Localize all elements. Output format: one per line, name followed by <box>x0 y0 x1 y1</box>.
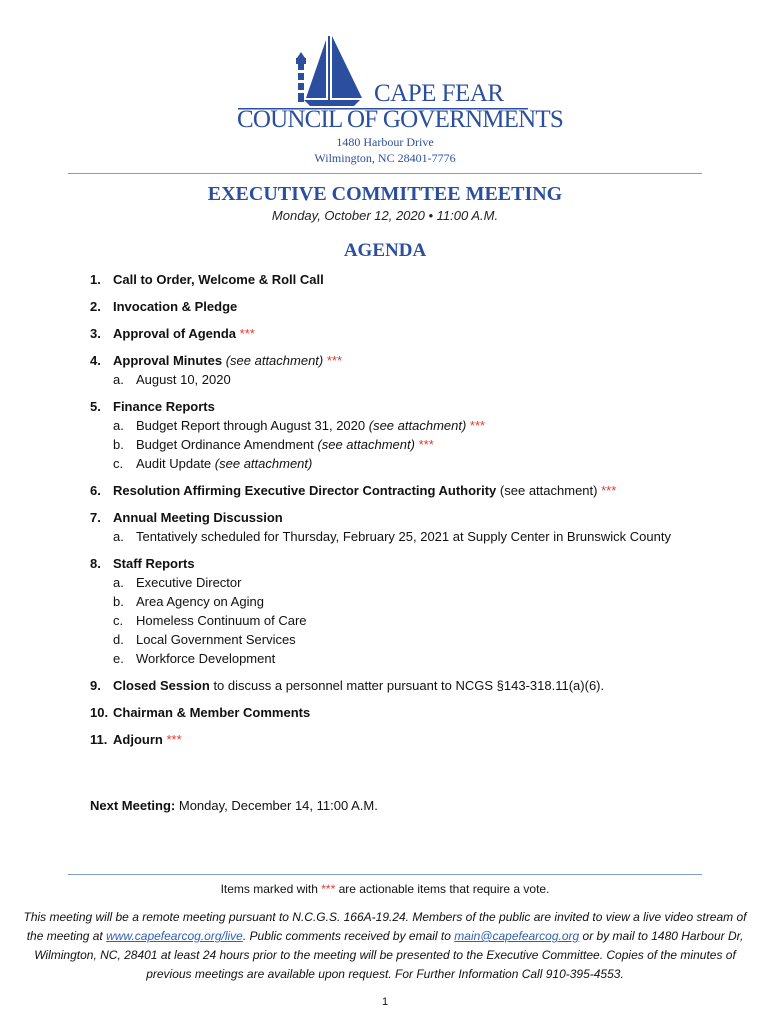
next-meeting <box>90 798 378 813</box>
item-number: 7. <box>90 510 101 525</box>
page-number: 1 <box>381 996 389 1008</box>
sub-letter: a. <box>113 529 124 544</box>
item-number: 9. <box>90 678 101 693</box>
agenda-item <box>90 481 690 500</box>
email-link[interactable]: main@capefearcog.org <box>454 929 580 943</box>
agenda-item <box>90 324 690 343</box>
sub-text: Audit Update <box>136 456 212 471</box>
sub-letter: a. <box>113 372 124 387</box>
item-number: 1. <box>90 272 101 287</box>
item-title: Staff Reports <box>113 556 195 571</box>
sub-item <box>113 630 690 649</box>
sub-letter: b. <box>113 437 124 452</box>
sub-text: Tentatively scheduled for Thursday, February 25, 2021 at Supply Center in Brunswick County <box>136 529 671 544</box>
item-title: Invocation & Pledge <box>113 299 238 314</box>
sub-letter: e. <box>113 651 124 666</box>
sub-letter: b. <box>113 594 124 609</box>
vote-note-text: Items marked with <box>220 882 318 896</box>
sub-letter: c. <box>113 613 124 628</box>
notice-text: or by mail to 1480 Harbour Dr, Wilmington, NC, 28401 at least 24 hours prior to the meeting will be presented to the Executive Committee. Copies of the minutes of previous meetings are available upon request. For Further Information Call 910-395-4553. <box>34 929 744 981</box>
attachment-note: (see attachment) <box>499 483 598 498</box>
action-marker: *** <box>239 326 255 341</box>
action-marker: *** <box>166 732 182 747</box>
agenda-item <box>90 730 690 749</box>
item-title: Closed Session <box>113 678 210 693</box>
sub-item <box>113 611 690 630</box>
sub-text: Local Government Services <box>136 632 296 647</box>
sub-text: Executive Director <box>136 575 242 590</box>
vote-note-text: are actionable items that require a vote. <box>338 882 550 896</box>
address-line1: 1480 Harbour Drive <box>336 135 434 149</box>
sub-item <box>113 435 690 454</box>
sub-item <box>113 527 690 546</box>
item-number: 3. <box>90 326 101 341</box>
notice-text: This meeting will be a remote meeting pursuant to N.C.G.S. 166A-19.24. Members of the public are invited to view a live video stream of the meeting at <box>23 910 747 943</box>
sub-text: Budget Ordinance Amendment <box>136 437 314 452</box>
item-title: Resolution Affirming Executive Director Contracting Authority <box>113 483 497 498</box>
meeting-datetime: Monday, October 12, 2020 • 11:00 A.M. <box>271 208 499 223</box>
item-title: Approval of Agenda <box>113 326 237 341</box>
sub-item <box>113 649 690 668</box>
agenda-item <box>90 554 690 668</box>
agenda-item <box>90 508 690 546</box>
next-meeting-value: Monday, December 14, 11:00 A.M. <box>178 798 378 813</box>
item-number: 8. <box>90 556 101 571</box>
action-marker: *** <box>418 437 434 452</box>
action-marker: *** <box>321 882 336 896</box>
sub-item <box>113 454 690 473</box>
agenda-heading: AGENDA <box>343 240 427 261</box>
item-title: Chairman & Member Comments <box>113 705 311 720</box>
agenda-item <box>90 676 690 695</box>
agenda-item <box>90 270 690 289</box>
footer-divider <box>68 874 702 875</box>
item-number: 2. <box>90 299 101 314</box>
item-number: 11. <box>90 732 108 747</box>
agenda-item <box>90 351 690 389</box>
item-title: Adjourn <box>113 732 163 747</box>
address-line2: Wilmington, NC 28401-7776 <box>314 151 456 165</box>
attachment-note: (see attachment) <box>317 437 415 452</box>
item-number: 5. <box>90 399 101 414</box>
action-marker: *** <box>469 418 486 433</box>
sub-letter: d. <box>113 632 124 647</box>
remote-meeting-notice <box>22 908 748 984</box>
live-stream-link[interactable]: www.capefearcog.org/live <box>106 929 243 943</box>
agenda-list <box>90 270 690 757</box>
attachment-note: (see attachment) <box>368 418 467 433</box>
sub-letter: c. <box>113 456 124 471</box>
vote-note <box>0 882 770 896</box>
item-title: Call to Order, Welcome & Roll Call <box>113 272 324 287</box>
notice-text: . Public comments received by email to <box>242 929 451 943</box>
sub-letter: a. <box>113 575 124 590</box>
org-name-line1: CAPE FEAR <box>374 80 504 107</box>
item-title: Annual Meeting Discussion <box>113 510 283 525</box>
action-marker: *** <box>326 353 343 368</box>
sub-item <box>113 573 690 592</box>
action-marker: *** <box>601 483 617 498</box>
sub-text: Area Agency on Aging <box>136 594 264 609</box>
sub-item <box>113 592 690 611</box>
agenda-item <box>90 703 690 722</box>
org-name-line2: COUNCIL OF GOVERNMENTS <box>237 106 563 133</box>
item-number: 10. <box>90 705 109 720</box>
sub-text: Homeless Continuum of Care <box>136 613 307 628</box>
item-title: Finance Reports <box>113 399 215 414</box>
attachment-note: (see attachment) <box>214 456 313 471</box>
attachment-note: (see attachment) <box>225 353 324 368</box>
header-divider <box>68 173 702 174</box>
item-number: 6. <box>90 483 101 498</box>
sub-item <box>113 370 690 389</box>
agenda-item <box>90 397 690 473</box>
item-description: to discuss a personnel matter pursuant to NCGS §143-318.11(a)(6). <box>213 678 605 693</box>
sub-letter: a. <box>113 418 124 433</box>
agenda-item <box>90 297 690 316</box>
item-number: 4. <box>90 353 101 368</box>
sub-text: Workforce Development <box>136 651 276 666</box>
sub-text: August 10, 2020 <box>136 372 231 387</box>
sub-text: Budget Report through August 31, 2020 <box>136 418 366 433</box>
next-meeting-label: Next Meeting: <box>90 798 176 813</box>
sub-item <box>113 416 690 435</box>
meeting-title: EXECUTIVE COMMITTEE MEETING <box>207 183 563 205</box>
item-title: Approval Minutes <box>113 353 223 368</box>
